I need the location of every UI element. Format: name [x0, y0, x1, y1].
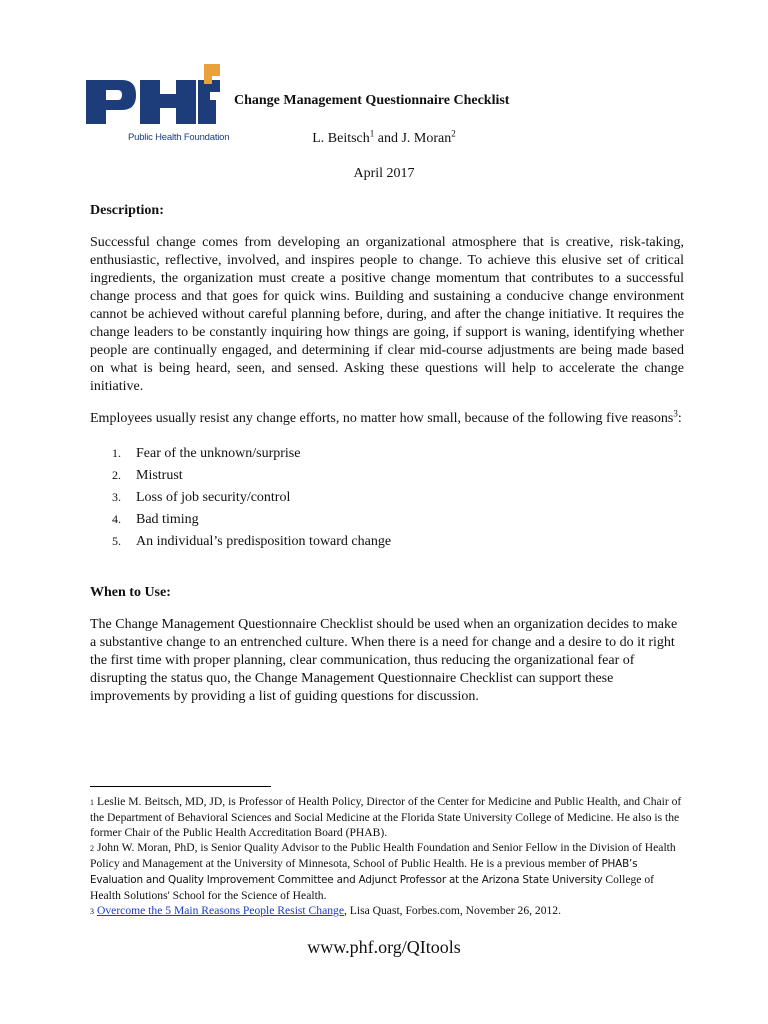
authors-line: [0, 128, 768, 147]
footnote-text: , Lisa Quast, Forbes.com, November 26, 2012.: [343, 904, 561, 917]
list-item-text: An individual’s predisposition toward change: [136, 534, 392, 549]
list-item: [112, 486, 684, 508]
footnote-3: [90, 903, 684, 919]
description-paragraph: Successful change comes from developing an organizational atmosphere that is creative, risk-taking, enthusiastic, reflective, involved, and inspires people to change. To achieve this elusive set of critical ingredients, the organization must create a positive change momentum that contributes to a successful change process and that goes for quick wins. Building and sustaining a conducive change environment cannot be achieved without careful planning before, during, and after the change initiative. It requires the change leaders to be constantly inquiring how things are going, if support is waning, identifying whether people are continually engaged, and determining if clear mid-course adjustments are being made based on what is being heard, seen, and sensed. Asking these questions will help to accelerate the change initiative.: [90, 235, 684, 394]
footnote-mark-2: 2: [451, 128, 456, 139]
footnote-1: [90, 794, 684, 840]
footnotes: [90, 794, 684, 919]
footnote-text: Leslie M. Beitsch, MD, JD, is Professor of Health Policy, Director of the Center for Medicine and Public Health, and Chair of the Department of Behavioral Sciences and Social Medicine at the Florida State University College of Medicine. He also is the former Chair of the Public Health Accreditation Board (PHAB).: [90, 795, 682, 839]
footnote-number: 2: [90, 844, 94, 853]
list-item-number: 4.: [112, 512, 121, 526]
footnote-number: 3: [90, 907, 94, 916]
when-to-use-paragraph: The Change Management Questionnaire Checklist should be used when an organization decides to make a substantive change to an entrenched culture. When there is a need for change and a desire to do it right the first time with proper planning, clear communication, thus reducing the organizational fear of disrupting the status quo, the Change Management Questionnaire Checklist can support these improvements by providing a list of guiding questions for discussion.: [90, 617, 678, 704]
list-item-text: Mistrust: [136, 468, 183, 483]
footnote-mark-3: 3: [673, 408, 678, 419]
author-1: L. Beitsch: [312, 131, 370, 146]
description-heading: Description:: [90, 203, 164, 218]
reasons-list: [90, 442, 684, 552]
list-item: [112, 442, 684, 464]
when-to-use-heading: When to Use:: [90, 585, 171, 600]
footnote-divider: [90, 786, 271, 787]
footer-url: www.phf.org/QItools: [307, 937, 461, 957]
footnote-mark-1: 1: [369, 128, 375, 139]
footnote-2: [90, 840, 684, 903]
list-item-number: 1.: [112, 446, 121, 460]
list-item: [112, 464, 684, 486]
reasons-intro-text: Employees usually resist any change efforts, no matter how small, because of the following five reasons: [90, 411, 674, 426]
list-item-number: 3.: [112, 490, 121, 504]
list-item-text: Bad timing: [136, 512, 199, 527]
list-item-text: Loss of job security/control: [136, 490, 291, 505]
footnote-text: John W. Moran, PhD, is Senior Quality Advisor to the Public Health Foundation and Senior Fellow in the Division of Health Policy and Management at the University of Minnesota, School of Public Health. He is a previous member: [90, 841, 676, 870]
list-item-number: 5.: [112, 534, 121, 548]
list-item: [112, 508, 684, 530]
list-item: [112, 530, 684, 552]
document-date: April 2017: [353, 166, 415, 181]
reasons-intro-end: :: [677, 411, 682, 426]
footnote-text-sans: of PHAB’s Evaluation and Quality Improvement Committee and Adjunct Professor at the Arizona State University: [90, 858, 638, 886]
logo-caption: Public Health Foundation: [128, 132, 230, 143]
footnote-text: College of Health Solutions' School for the Science of Health.: [90, 873, 654, 902]
list-item-text: Fear of the unknown/surprise: [136, 446, 301, 461]
footnote-link[interactable]: Overcome the 5 Main Reasons People Resist Change: [97, 904, 344, 917]
author-2: and J. Moran: [377, 131, 452, 146]
document-title: Change Management Questionnaire Checklist: [234, 93, 510, 108]
main-content: [90, 202, 684, 720]
reasons-intro: [90, 410, 684, 428]
list-item-number: 2.: [112, 468, 121, 482]
footnote-number: 1: [90, 798, 94, 807]
